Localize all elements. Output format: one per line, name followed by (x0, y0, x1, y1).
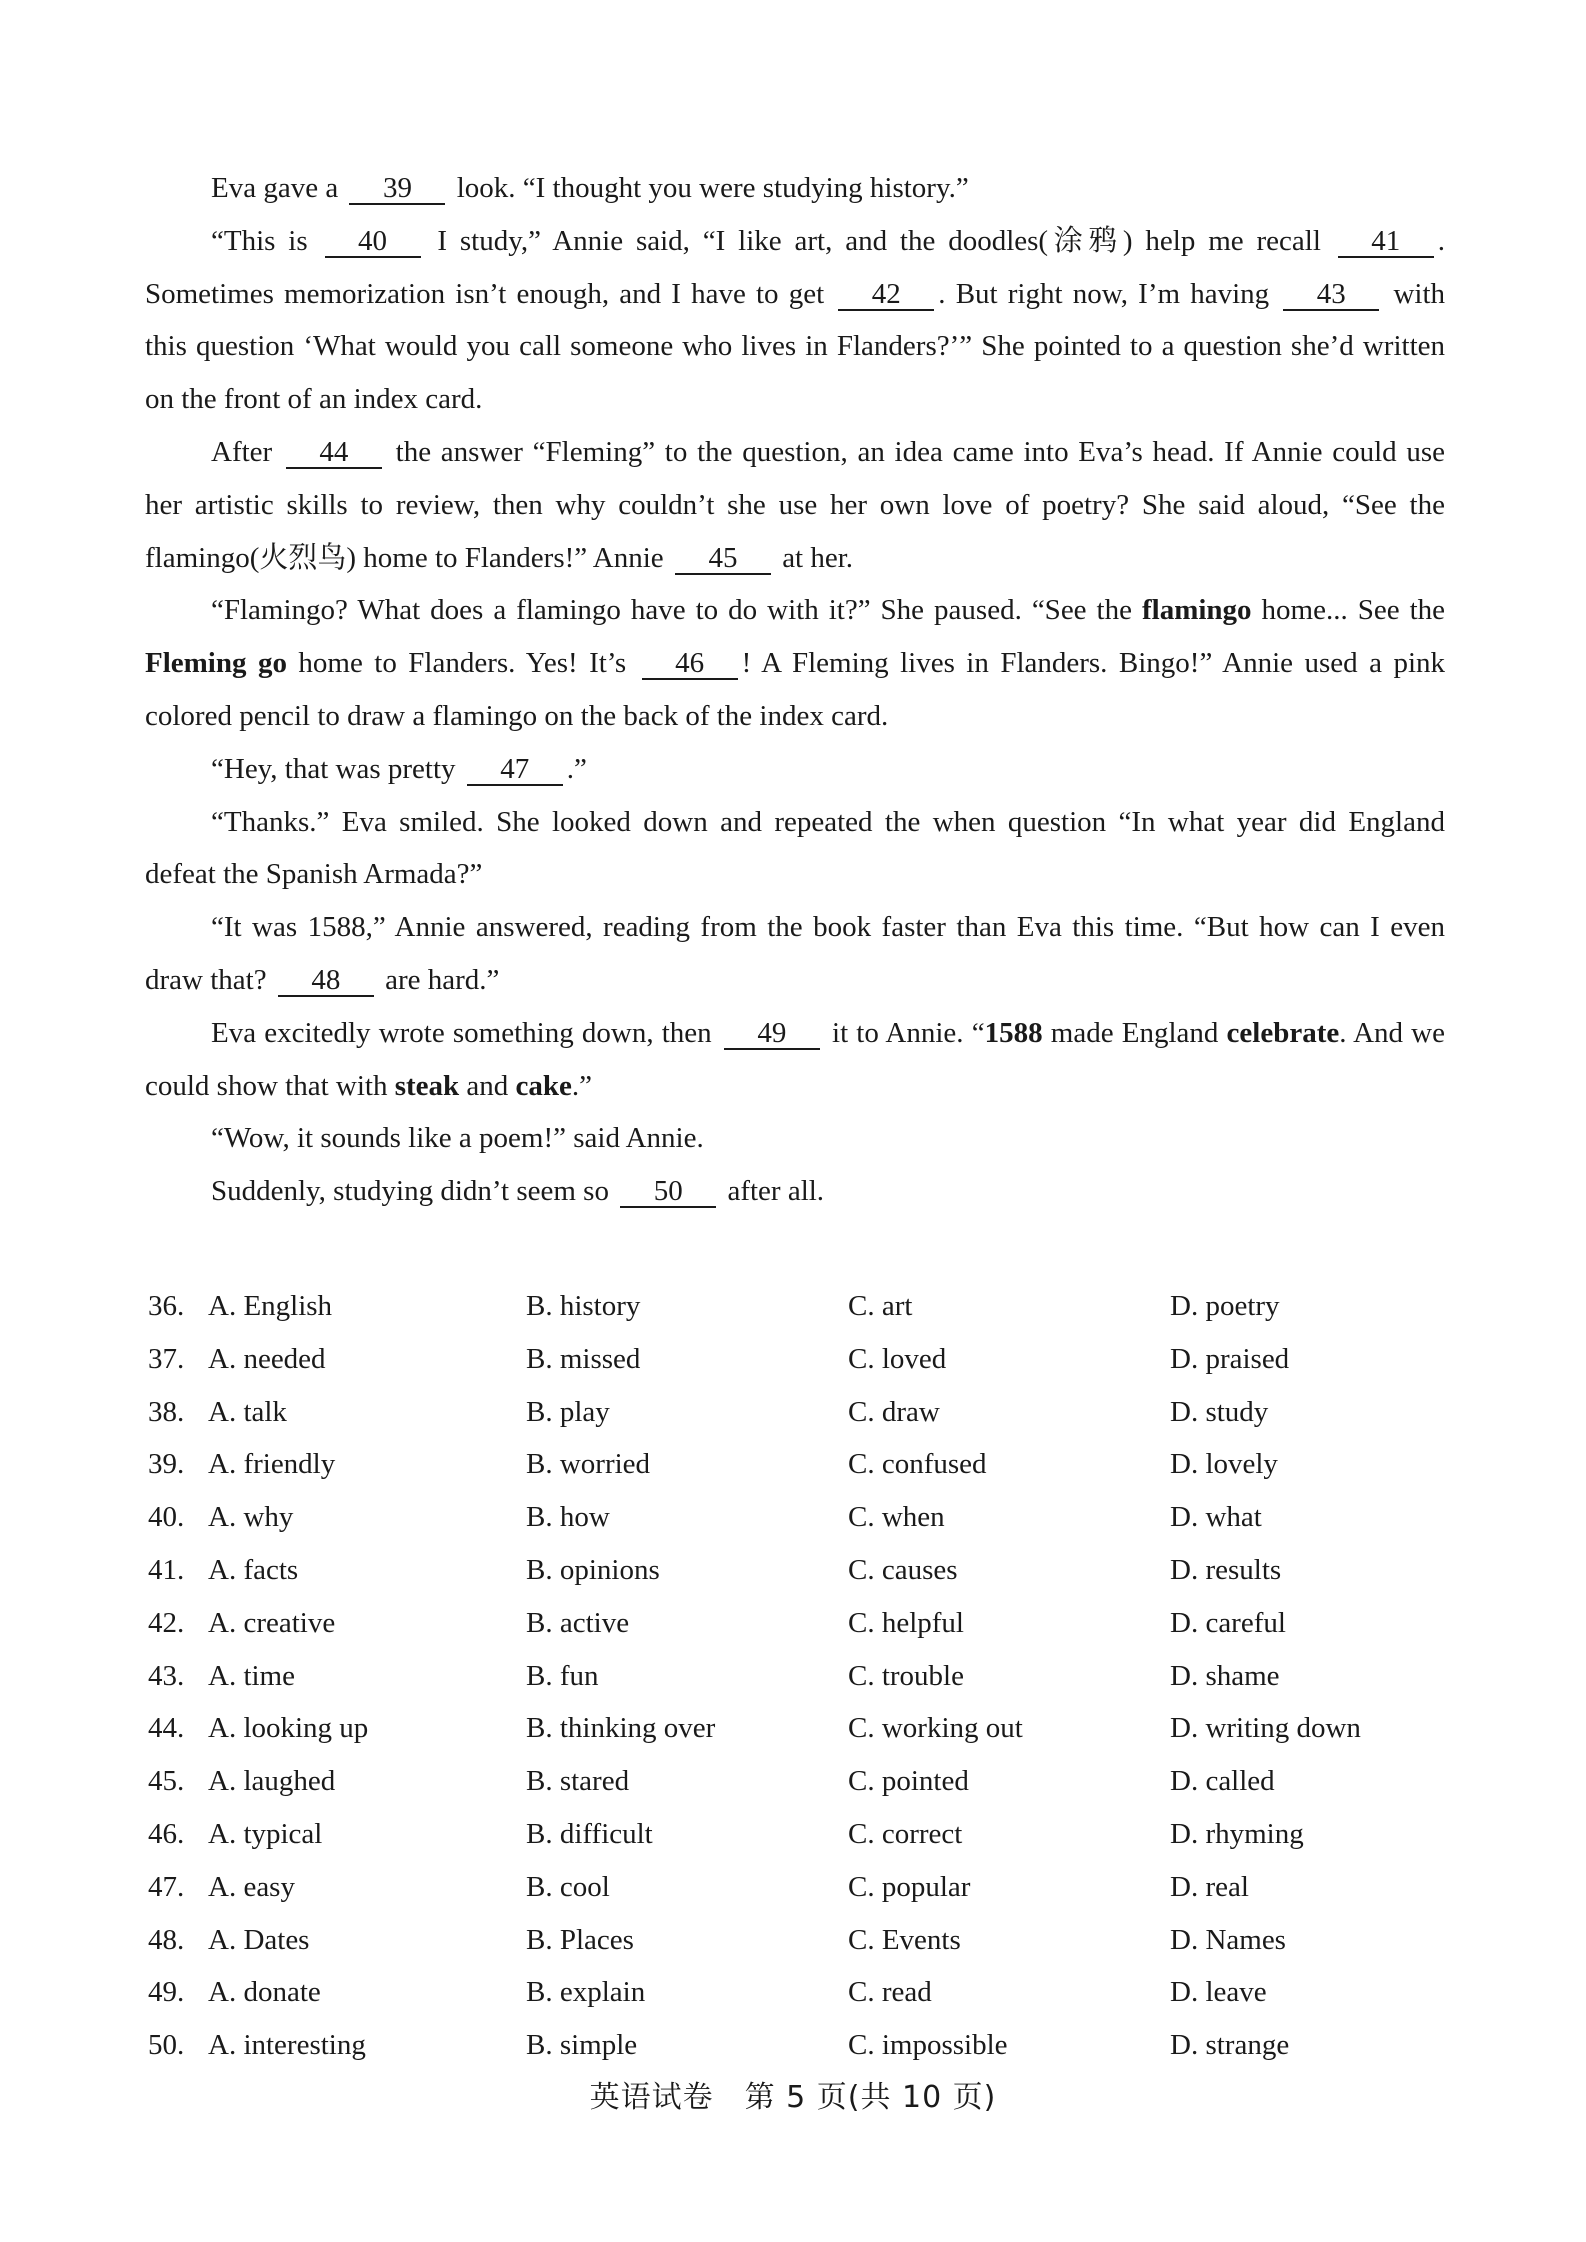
bold-text: cake (515, 1069, 572, 1102)
question-number: 37. (148, 1342, 185, 1375)
blank-number: 48 (278, 965, 374, 997)
question-row (148, 1861, 1438, 1914)
option-d: D. what (1170, 1501, 1262, 1534)
question-number: 44. (148, 1712, 185, 1745)
blank-number: 47 (467, 754, 563, 786)
passage-text: home to Flanders. Yes! It’s (286, 647, 638, 680)
option-a: A. time (208, 1659, 295, 1692)
option-c: C. working out (848, 1712, 1023, 1745)
question-row (148, 1491, 1438, 1544)
option-d: D. results (1170, 1553, 1282, 1586)
option-c: C. art (848, 1290, 913, 1322)
option-a: A. easy (208, 1870, 295, 1903)
option-b: B. Places (526, 1923, 634, 1956)
option-a: A. looking up (208, 1712, 369, 1745)
bold-text: flamingo (1141, 594, 1252, 627)
option-c: C. causes (848, 1553, 958, 1586)
passage-text: After (211, 435, 282, 468)
bold-text: steak (394, 1069, 460, 1102)
question-row (148, 1650, 1438, 1703)
option-a: A. Dates (208, 1923, 310, 1956)
blank-number: 40 (325, 226, 421, 258)
question-row (148, 1966, 1438, 2019)
bold-text: celebrate (1226, 1016, 1340, 1049)
option-b: B. difficult (526, 1817, 653, 1850)
bold-text: 1588 (984, 1016, 1043, 1049)
question-number: 47. (148, 1870, 185, 1903)
question-number: 43. (148, 1659, 185, 1692)
question-number: 40. (148, 1501, 185, 1534)
passage-paragraph (145, 162, 1445, 215)
passage-text: are hard.” (377, 963, 500, 996)
option-c: C. read (848, 1976, 932, 2009)
question-number: 36. (148, 1290, 185, 1322)
passage-paragraph (145, 1007, 1445, 1113)
passage-text: with this question ‘What would you call someone who lives in Flanders?’” She pointed to a question she’d written on the front of an index card. (145, 277, 1446, 416)
option-c: C. impossible (848, 2029, 1008, 2062)
passage-paragraph (145, 796, 1445, 902)
option-a: A. why (208, 1501, 294, 1534)
option-a: A. interesting (208, 2029, 366, 2062)
passage-text: ! A Fleming lives in Flanders. Bingo!” Annie used a pink colored pencil to draw a flamingo on the back of the index card. (145, 647, 1445, 732)
blank-number: 39 (349, 173, 445, 205)
passage-text: “Thanks.” Eva smiled. She looked down and repeated the when question “In what year did England defeat the Spanish Armada?” (145, 805, 1445, 891)
passage-text: “It was 1588,” Annie answered, reading from the book faster than Eva this time. “But how can I even draw that? (145, 911, 1445, 996)
passage-text: “Wow, it sounds like a poem!” said Annie. (211, 1122, 704, 1155)
bold-text: Fleming go (145, 647, 287, 680)
blank-number: 46 (642, 648, 738, 680)
question-number: 45. (148, 1765, 185, 1798)
blank-number: 50 (620, 1176, 716, 1208)
passage-text: .” (571, 1069, 593, 1102)
passage-paragraph (145, 584, 1445, 742)
option-d: D. Names (1170, 1923, 1286, 1956)
option-d: D. real (1170, 1870, 1249, 1903)
passage-text: the answer “Fleming” to the question, an idea came into Eva’s head. If Annie could use her artistic skills to review, then why couldn’t she use her own love of poetry? She said aloud, “See the flamingo(火烈鸟) home to Flanders!” Annie (145, 435, 1446, 574)
question-row (148, 2019, 1438, 2072)
option-a: A. creative (208, 1606, 336, 1639)
option-d: D. careful (1170, 1606, 1286, 1639)
option-a: A. typical (208, 1817, 323, 1850)
question-row (148, 1438, 1438, 1491)
option-a: A. facts (208, 1553, 299, 1586)
option-b: B. fun (526, 1659, 599, 1692)
passage-text: Eva excitedly wrote something down, then (211, 1016, 720, 1049)
passage-paragraph (145, 901, 1445, 1007)
passage-paragraph (145, 215, 1445, 426)
passage-text: . And we could show that with (145, 1016, 1445, 1102)
question-row (148, 1280, 1438, 1333)
option-c: C. correct (848, 1817, 963, 1850)
option-c: C. helpful (848, 1606, 964, 1639)
blank-number: 45 (675, 543, 771, 575)
passage-paragraph (145, 1112, 1445, 1165)
option-b: B. play (526, 1395, 610, 1428)
passage-text: “Hey, that was pretty (211, 752, 463, 785)
question-row (148, 1808, 1438, 1861)
option-d: D. strange (1170, 2029, 1290, 2062)
blank-number: 43 (1283, 279, 1379, 311)
question-number: 48. (148, 1923, 185, 1956)
passage-text: home... See the (1251, 594, 1446, 627)
option-b: B. worried (526, 1448, 651, 1481)
option-a: A. needed (208, 1342, 326, 1375)
passage-paragraph (145, 426, 1445, 584)
option-d: D. called (1170, 1765, 1275, 1798)
passage-paragraph (145, 743, 1445, 796)
option-d: D. study (1170, 1395, 1269, 1428)
option-b: B. missed (526, 1342, 641, 1375)
option-b: B. opinions (526, 1553, 660, 1586)
question-number: 50. (148, 2029, 185, 2062)
page-footer: 英语试卷 第 5 页(共 10 页) (589, 2080, 997, 2115)
passage-text: . Sometimes memorization isn’t enough, and I have to get (145, 224, 1445, 310)
passage-text: Eva gave a (211, 172, 346, 204)
option-b: B. cool (526, 1870, 610, 1903)
blank-number: 42 (838, 279, 934, 311)
question-row (148, 1702, 1438, 1755)
blank-number: 41 (1338, 226, 1434, 258)
option-d: D. writing down (1170, 1712, 1361, 1745)
option-b: B. explain (526, 1976, 646, 2009)
option-d: D. lovely (1170, 1448, 1278, 1481)
passage-text: at her. (774, 541, 854, 574)
option-b: B. thinking over (526, 1712, 716, 1745)
question-number: 46. (148, 1817, 185, 1850)
question-number: 49. (148, 1976, 185, 2009)
option-c: C. draw (848, 1395, 940, 1428)
option-a: A. donate (208, 1976, 321, 2009)
option-b: B. stared (526, 1765, 630, 1798)
option-d: D. praised (1170, 1342, 1290, 1375)
question-row (148, 1914, 1438, 1967)
question-number: 42. (148, 1606, 185, 1639)
cloze-passage (145, 162, 1445, 1218)
option-d: D. poetry (1170, 1290, 1280, 1322)
passage-text: it to Annie. “ (823, 1016, 985, 1049)
blank-number: 49 (724, 1018, 820, 1050)
passage-text: look. “I thought you were studying history.” (449, 172, 969, 204)
option-b: B. simple (526, 2029, 638, 2062)
question-number: 39. (148, 1448, 185, 1481)
option-a: A. friendly (208, 1448, 336, 1481)
passage-text: . But right now, I’m having (938, 277, 1280, 310)
option-c: C. loved (848, 1342, 947, 1375)
option-c: C. confused (848, 1448, 987, 1481)
option-b: B. history (526, 1290, 641, 1322)
option-c: C. when (848, 1501, 945, 1534)
passage-text: “This is (211, 224, 321, 257)
question-row (148, 1597, 1438, 1650)
question-number: 38. (148, 1395, 185, 1428)
option-d: D. leave (1170, 1976, 1267, 2009)
answer-options (148, 1280, 1438, 2072)
passage-paragraph (145, 1165, 1445, 1218)
option-d: D. rhyming (1170, 1817, 1304, 1850)
option-c: C. trouble (848, 1659, 964, 1692)
question-number: 41. (148, 1553, 185, 1586)
option-d: D. shame (1170, 1659, 1280, 1692)
option-a: A. English (208, 1290, 333, 1322)
option-a: A. talk (208, 1395, 287, 1428)
option-c: C. pointed (848, 1765, 969, 1798)
option-b: B. active (526, 1606, 630, 1639)
question-row (148, 1333, 1438, 1386)
option-b: B. how (526, 1501, 610, 1534)
question-row (148, 1544, 1438, 1597)
passage-text: I study,” Annie said, “I like art, and the doodles(涂鸦) help me recall (424, 224, 1334, 257)
passage-text: and (459, 1069, 516, 1102)
passage-text: Suddenly, studying didn’t seem so (211, 1175, 617, 1208)
option-c: C. popular (848, 1870, 971, 1903)
blank-number: 44 (286, 437, 382, 469)
question-row (148, 1755, 1438, 1808)
passage-text: .” (566, 752, 587, 785)
question-row (148, 1386, 1438, 1439)
option-c: C. Events (848, 1923, 961, 1956)
passage-text: made England (1042, 1016, 1227, 1049)
passage-text: “Flamingo? What does a flamingo have to do with it?” She paused. “See the (211, 594, 1142, 627)
passage-text: after all. (720, 1175, 825, 1208)
option-a: A. laughed (208, 1765, 336, 1798)
